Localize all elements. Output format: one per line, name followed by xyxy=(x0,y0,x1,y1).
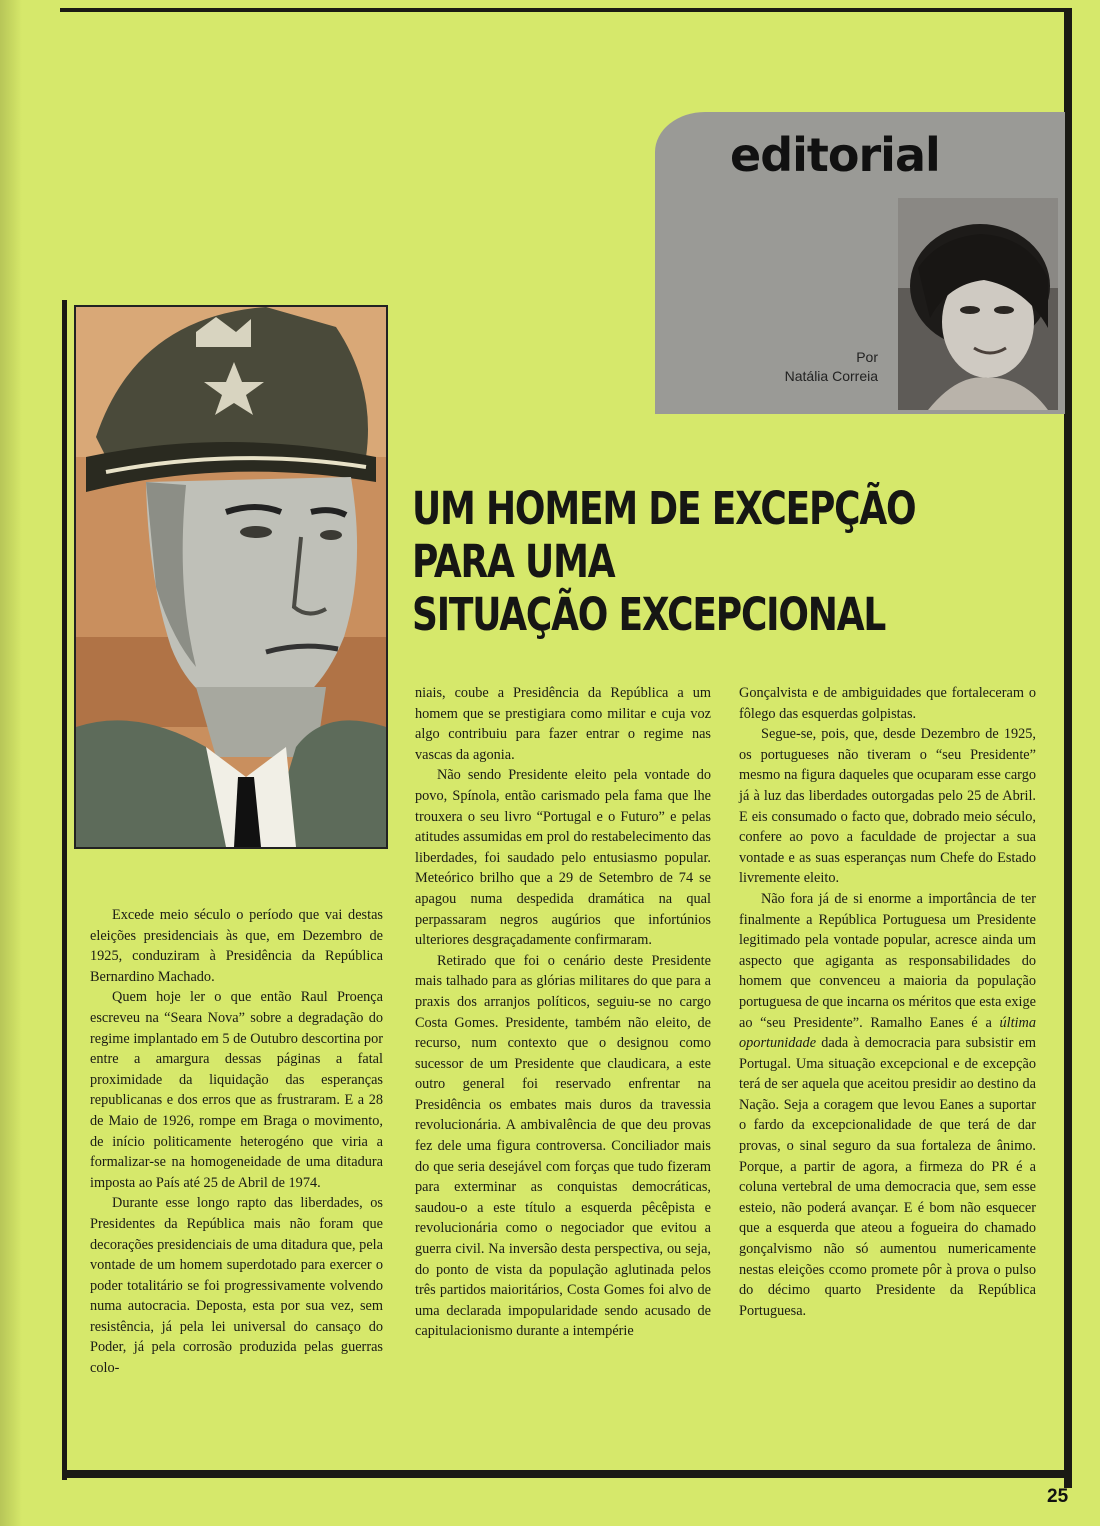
author-byline xyxy=(740,348,878,386)
body-column-2 xyxy=(415,683,711,1342)
headline-line-1: UM HOMEM DE EXCEPÇÃO xyxy=(412,482,916,535)
general-portrait-illustration xyxy=(74,305,388,849)
frame-rule-bottom xyxy=(62,1470,1072,1478)
paragraph: Durante esse longo rapto das liberdades, os Presidentes da República mais não foram que decorações presidenciais de uma ditadura que, pela vontade de um homem superdotado para exercer o poder totalitário se foi progressivamente volvendo numa autocracia. Deposta, esta por sua vez, sem resistência, já pela lei universal do cansaço do Poder, já pela corrosão produzida pelas guerras colo- xyxy=(90,1195,383,1377)
frame-rule-top xyxy=(60,8,1072,12)
headline-line-3: SITUAÇÃO EXCEPCIONAL xyxy=(412,588,886,641)
paragraph-text: dada à democracia para subsistir em Portugal. Uma situação excepcional e de excepção terá de ser aquela que aceitou presidir ao destino da Nação. Seja a coragem que levou Eanes a suportar o fardo da excepcionalidade de que terá de dar provas, o sinal seguro da sua fortaleza de ânimo. Porque, a partir de agora, a firmeza do PR é a coluna vertebral de uma democracia que, sem esse esteio, não poderá avançar. E é bom não esquecer que a esquerda que ateou a fogueira do chamado gonçalvismo não só aumentou numericamente nestas eleições ccomo promete pôr à prova o pulso do décimo quarto Presidente da República Portuguesa. xyxy=(739,1035,1036,1319)
paragraph: Segue-se, pois, que, desde Dezembro de 1925, os portugueses não tiveram o “seu Presidente” mesmo na figura daqueles que ocuparam esse cargo já à luz das liberdades outorgadas pelo 25 de Abril. E eis consumado o facto que, dobrado meio século, confere ao povo a faculdade de projectar a sua vontade e as suas esperanças num Chefe do Estado livremente eleito. xyxy=(739,726,1036,887)
paragraph xyxy=(739,889,1036,1321)
emphasis-text: última oportunidade xyxy=(739,1014,1036,1052)
paragraph: Excede meio século o período que vai destas eleições presidenciais às que, em Dezembro de 1925, conduziram à Presidência da República Bernardino Machado. xyxy=(90,907,383,985)
byline-prefix: Por xyxy=(856,349,878,365)
page-number: 25 xyxy=(1047,1486,1069,1507)
paragraph: Não sendo Presidente eleito pela vontade do povo, Spínola, então carismado pela fama que lhe trouxera o seu livro “Portugal e o Futuro” e pelas atitudes assumidas em prol do restabelecimento das liberdades, foi saudado pelo entusiasmo popular. Meteórico brilho que a 29 de Setembro de 74 se apagou numa despedida dramática na qual perpassaram negros augúrios que infortúnios ulteriores desgraçadamente confirmaram. xyxy=(415,767,711,949)
page-spine-shadow xyxy=(0,0,22,1526)
frame-rule-left xyxy=(62,300,67,1480)
paragraph: Quem hoje ler o que então Raul Proença escreveu na “Seara Nova” sobre a degradação do regime implantado em 5 de Outubro descortina por entre a amargura dessas páginas a fatal proximidade da liquidação das esperanças republicanas e dos erros que as frustraram. E a 28 de Maio de 1926, rompe em Braga o movimento, de início politicamente heterogéno que viria a formalizar-se na homogeneidade de uma ditadura imposta ao País até 25 de Abril de 1974. xyxy=(90,989,383,1191)
body-column-3 xyxy=(739,683,1036,1321)
body-column-1 xyxy=(90,905,383,1379)
author-photo xyxy=(898,198,1058,410)
paragraph-continued: niais, coube a Presidência da República a um homem que se prestigiara como militar e cuja voz algo contribuiu para fazer entrar o regime nas vascas da agonia. xyxy=(415,685,711,763)
byline-author: Natália Correia xyxy=(784,368,878,384)
editorial-label: editorial xyxy=(730,128,940,182)
paragraph: Retirado que foi o cenário deste Presidente mais talhado para as glórias militares do que para a praxis dos arranjos políticos, seguiu-se no cargo Costa Gomes. Presidente, também não eleito, de recurso, num contexto que o designou como sucessor de um Presidente que claudicara, a este outro general foi reservado enfrentar na Presidência os embates mais duros da travessia revolucionária. A ambivalência de que deu provas fez dele uma figura controversa. Conciliador mais do que seria desejável com forças que tudo fizeram para exterminar as conquistas democráticas, saudou-o a este título a esquerda pêcêpista e revolucionária como o negociador que evitou a guerra civil. Na inversão desta perspectiva, ou seja, do ponto de vista da população aglutinada pelos três partidos maioritários, Costa Gomes foi alvo de uma declarada impopularidade sendo acusado de capitulacionismo durante a intempérie xyxy=(415,952,711,1340)
article-headline xyxy=(412,482,932,641)
headline-line-2: PARA UMA xyxy=(412,535,615,588)
paragraph-text: Não fora já de si enorme a importância de ter finalmente a República Portuguesa um Presidente legitimado pela vontade popular, acresce ainda um aspecto que agiganta as responsabilidades do homem que convenceu a maioria da população portuguesa de que incarna os méritos que esta exige ao “seu Presidente”. Ramalho Eanes é a xyxy=(739,890,1036,1031)
frame-rule-right xyxy=(1064,8,1072,1488)
paragraph-continued: Gonçalvista e de ambiguidades que fortaleceram o fôlego das esquerdas golpistas. xyxy=(739,685,1036,722)
